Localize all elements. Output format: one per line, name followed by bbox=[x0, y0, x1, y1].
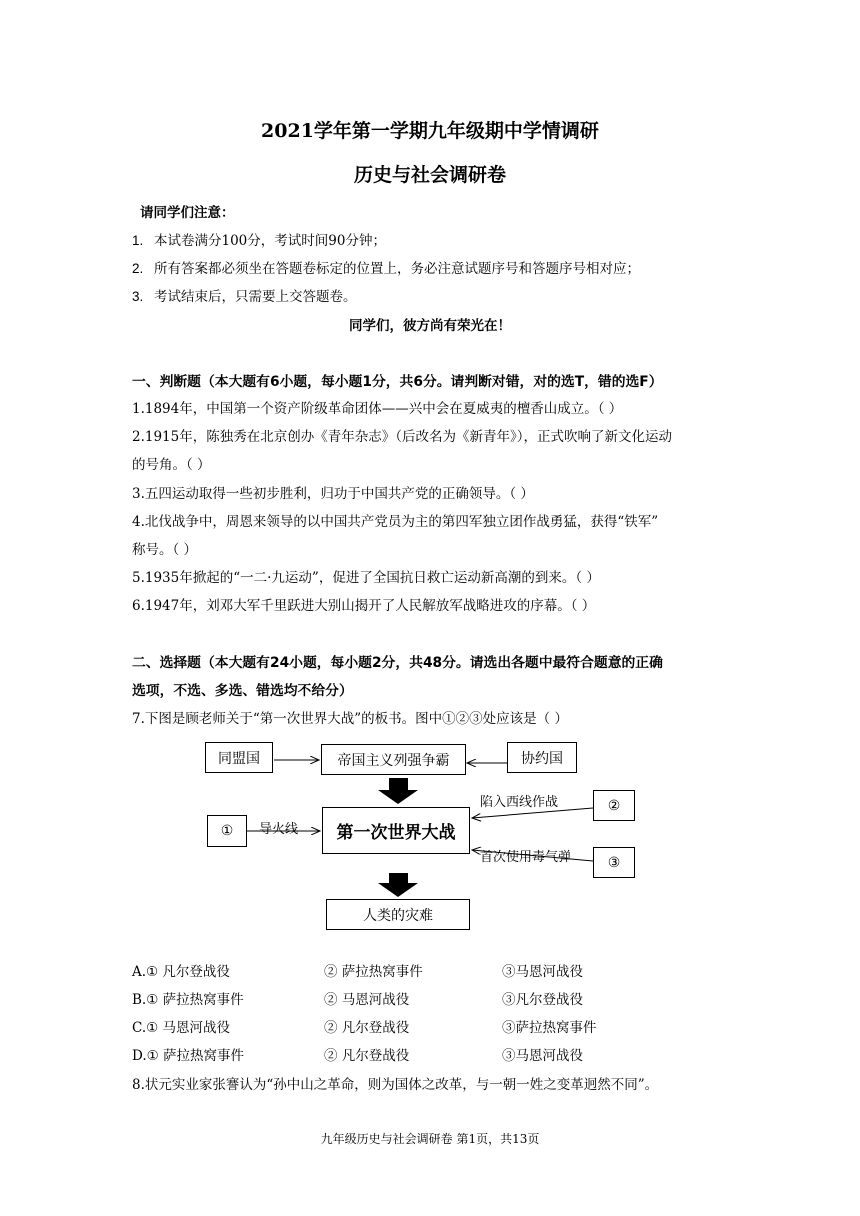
q7-option-d-1: D.① 萨拉热窝事件 bbox=[132, 1048, 245, 1064]
notice-item-number: 3. bbox=[132, 289, 144, 304]
arrow-down-bottom bbox=[378, 873, 418, 897]
notice-item-number: 2. bbox=[132, 261, 144, 276]
exam-title: 2021学年第一学期九年级期中学情调研 bbox=[261, 120, 599, 142]
notice-item-text: 所有答案都必须坐在答题卷标定的位置上，务必注意试题序号和答题序号相对应； bbox=[154, 261, 640, 277]
q7-stem: 7.下图是顾老师关于“第一次世界大战”的板书。图中①②③处应该是（ ） bbox=[132, 711, 568, 727]
section1-heading: 一、判断题（本大题有6小题，每小题1分，共6分。请判断对错，对的选T，错的选F） bbox=[132, 374, 663, 390]
box-imperialist-rivalry: 帝国主义列强争霸 bbox=[321, 744, 466, 775]
question-line: 6.1947年，刘邓大军千里跃进大别山揭开了人民解放军战略进攻的序幕。（ ） bbox=[132, 598, 596, 614]
q7-option-b-3: ③凡尔登战役 bbox=[502, 992, 583, 1008]
question-line: 1.1894年，中国第一个资产阶级革命团体——兴中会在夏威夷的檀香山成立。（ ） bbox=[132, 401, 623, 417]
q7-option-a-2: ② 萨拉热窝事件 bbox=[324, 964, 423, 980]
label-western-front: 陷入西线作战 bbox=[480, 795, 559, 810]
box-blank-3: ③ bbox=[593, 847, 635, 878]
q7-option-d-2: ② 凡尔登战役 bbox=[324, 1048, 410, 1064]
question-line: 3.五四运动取得一些初步胜利，归功于中国共产党的正确领导。（ ） bbox=[132, 486, 534, 502]
question-line: 2.1915年，陈独秀在北京创办《青年杂志》（后改名为《新青年》），正式吹响了新文化运动 bbox=[132, 429, 672, 445]
question-line: 5.1935年掀起的“一二·九运动”，促进了全国抗日救亡运动新高潮的到来。（ ） bbox=[132, 570, 600, 586]
q7-option-b-2: ② 马恩河战役 bbox=[324, 992, 410, 1008]
label-poison-gas: 首次使用毒气弹 bbox=[480, 850, 572, 865]
question-line: 4.北伐战争中，周恩来领导的以中国共产党员为主的第四军独立团作战勇猛，获得“铁军” bbox=[132, 514, 659, 530]
notice-heading: 请同学们注意： bbox=[140, 205, 235, 221]
q8-stem: 8.状元实业家张謇认为“孙中山之革命，则为国体之改革，与一朝一姓之变革迥然不同”。 bbox=[132, 1077, 659, 1093]
label-fuse: 导火线 bbox=[259, 822, 299, 837]
page-footer: 九年级历史与社会调研卷 第1页，共13页 bbox=[320, 1132, 540, 1146]
section2-heading: 二、选择题（本大题有24小题，每小题2分，共48分。请选出各题中最符合题意的正确 bbox=[132, 655, 663, 671]
arrow-down-top bbox=[378, 778, 418, 804]
box-blank-1: ① bbox=[207, 815, 247, 847]
box-entente: 协约国 bbox=[507, 742, 577, 773]
question-line: 的号角。（ ） bbox=[132, 457, 211, 473]
notice-item-text: 考试结束后，只需要上交答题卷。 bbox=[154, 289, 357, 305]
q7-option-a-3: ③马恩河战役 bbox=[502, 964, 583, 980]
box-disaster: 人类的灾难 bbox=[326, 899, 470, 930]
notice-item-text: 本试卷满分100分，考试时间90分钟； bbox=[154, 233, 386, 249]
question-line: 称号。（ ） bbox=[132, 542, 198, 558]
notice-item-number: 1. bbox=[132, 233, 144, 248]
q7-option-c-1: C.① 马恩河战役 bbox=[132, 1020, 231, 1036]
section2-heading-cont: 选项，不选、多选、错选均不给分） bbox=[132, 683, 353, 699]
exam-subtitle: 历史与社会调研卷 bbox=[353, 164, 506, 186]
q7-option-c-3: ③萨拉热窝事件 bbox=[502, 1020, 597, 1036]
q7-option-b-1: B.① 萨拉热窝事件 bbox=[132, 992, 244, 1008]
box-wwi: 第一次世界大战 bbox=[322, 807, 470, 854]
q7-option-c-2: ② 凡尔登战役 bbox=[324, 1020, 410, 1036]
box-alliance: 同盟国 bbox=[205, 742, 273, 773]
box-blank-2: ② bbox=[593, 790, 635, 821]
q7-option-d-3: ③马恩河战役 bbox=[502, 1048, 583, 1064]
q7-option-a-1: A.① 凡尔登战役 bbox=[132, 964, 230, 980]
motto: 同学们，彼方尚有荣光在！ bbox=[349, 318, 511, 334]
